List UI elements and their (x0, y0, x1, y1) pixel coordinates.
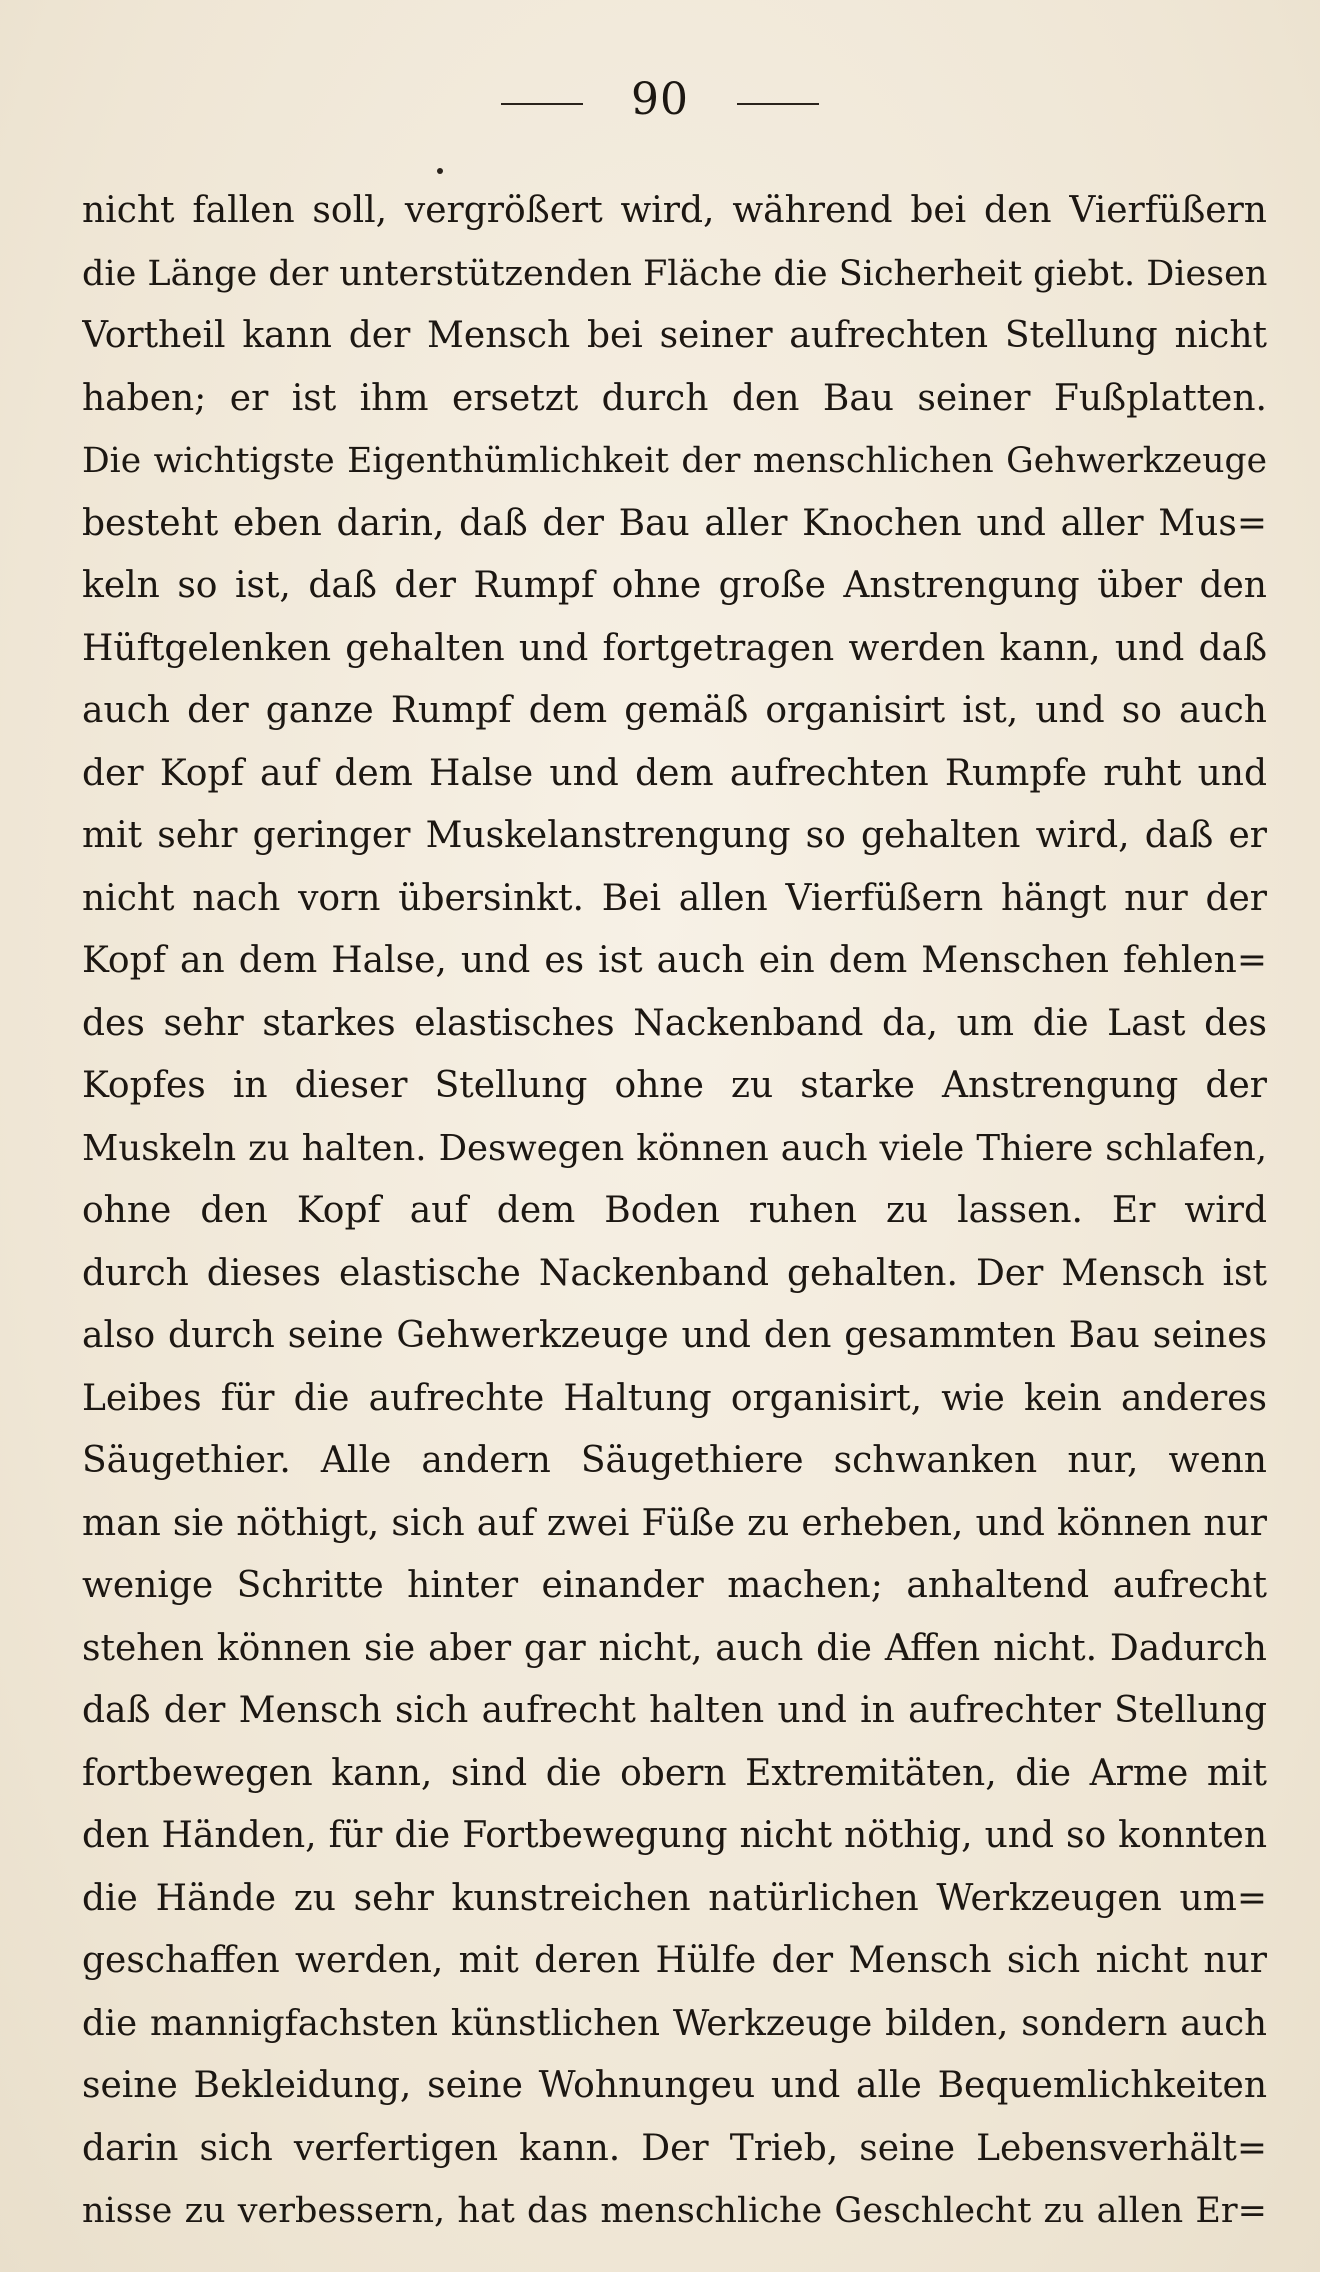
text-line: Kopfes in dieser Stellung ohne zu starke Anstrengung der (82, 1065, 1267, 1106)
text-line: geschaffen werden, mit deren Hülfe der Mensch sich nicht nur (82, 1940, 1267, 1981)
text-line: fortbewegen kann, sind die obern Extremitäten, die Arme mit (82, 1752, 1267, 1794)
text-line: Kopf an dem Halse, und es ist auch ein dem Menschen fehlen= (82, 940, 1267, 981)
body-text (82, 180, 1267, 2243)
text-line: mit sehr geringer Muskelanstrengung so gehalten wird, daß er (82, 815, 1267, 856)
text-line: des sehr starkes elastisches Nackenband da, um die Last des (82, 1002, 1267, 1044)
header-rule-right (737, 103, 819, 105)
text-line: stehen können sie aber gar nicht, auch die Affen nicht. Dadurch (82, 1627, 1267, 1669)
text-line: also durch seine Gehwerkzeuge und den gesammten Bau seines (82, 1315, 1267, 1356)
text-line: Leibes für die aufrechte Haltung organisirt, wie kein anderes (82, 1377, 1267, 1419)
text-line: Muskeln zu halten. Deswegen können auch viele Thiere schlafen, (82, 1127, 1267, 1169)
text-line: daß der Mensch sich aufrecht halten und in aufrechter Stellung (82, 1690, 1267, 1731)
text-line: die Hände zu sehr kunstreichen natürlichen Werkzeugen um= (82, 1877, 1267, 1919)
text-line: ohne den Kopf auf dem Boden ruhen zu lassen. Er wird (82, 1190, 1267, 1231)
text-line: wenige Schritte hinter einander machen; anhaltend aufrecht (82, 1565, 1267, 1606)
page-header (0, 70, 1320, 130)
text-line: auch der ganze Rumpf dem gemäß organisirt ist, und so auch (82, 690, 1267, 731)
text-line: nicht fallen soll, vergrößert wird, während bei den Vierfüßern (82, 190, 1267, 231)
text-line: die mannigfachsten künstlichen Werkzeuge bilden, sondern auch (82, 2002, 1267, 2044)
text-line: haben; er ist ihm ersetzt durch den Bau seiner Fußplatten. (82, 377, 1267, 419)
text-line: durch dieses elastische Nackenband gehalten. Der Mensch ist (82, 1252, 1267, 1294)
text-line: die Länge der unterstützenden Fläche die Sicherheit giebt. Diesen (82, 253, 1267, 294)
text-line: Hüftgelenken gehalten und fortgetragen werden kann, und daß (82, 627, 1267, 669)
text-line: nisse zu verbessern, hat das menschliche Geschlecht zu allen Er= (82, 2191, 1267, 2231)
text-line: darin sich verfertigen kann. Der Trieb, seine Lebensverhält= (82, 2127, 1267, 2169)
text-line: den Händen, für die Fortbewegung nicht nöthig, und so konnten (82, 1815, 1267, 1856)
text-line: Vortheil kann der Mensch bei seiner aufrechten Stellung nicht (82, 315, 1267, 356)
page-number: 90 (631, 74, 689, 125)
text-line: Säugethier. Alle andern Säugethiere schwanken nur, wenn (82, 1440, 1267, 1481)
text-line: keln so ist, daß der Rumpf ohne große Anstrengung über den (82, 565, 1267, 606)
text-line: man sie nöthigt, sich auf zwei Füße zu erheben, und können nur (82, 1502, 1267, 1544)
text-line: besteht eben darin, daß der Bau aller Knochen und aller Mus= (82, 502, 1267, 544)
text-line: nicht nach vorn übersinkt. Bei allen Vierfüßern hängt nur der (82, 877, 1267, 919)
header-rule-left (501, 103, 583, 105)
text-line: Die wichtigste Eigenthümlichkeit der menschlichen Gehwerkzeuge (82, 441, 1267, 481)
text-line: der Kopf auf dem Halse und dem aufrechten Rumpfe ruht und (82, 752, 1267, 794)
text-line: seine Bekleidung, seine Wohnungeu und alle Bequemlichkeiten (82, 2065, 1267, 2106)
print-speck (437, 168, 443, 174)
